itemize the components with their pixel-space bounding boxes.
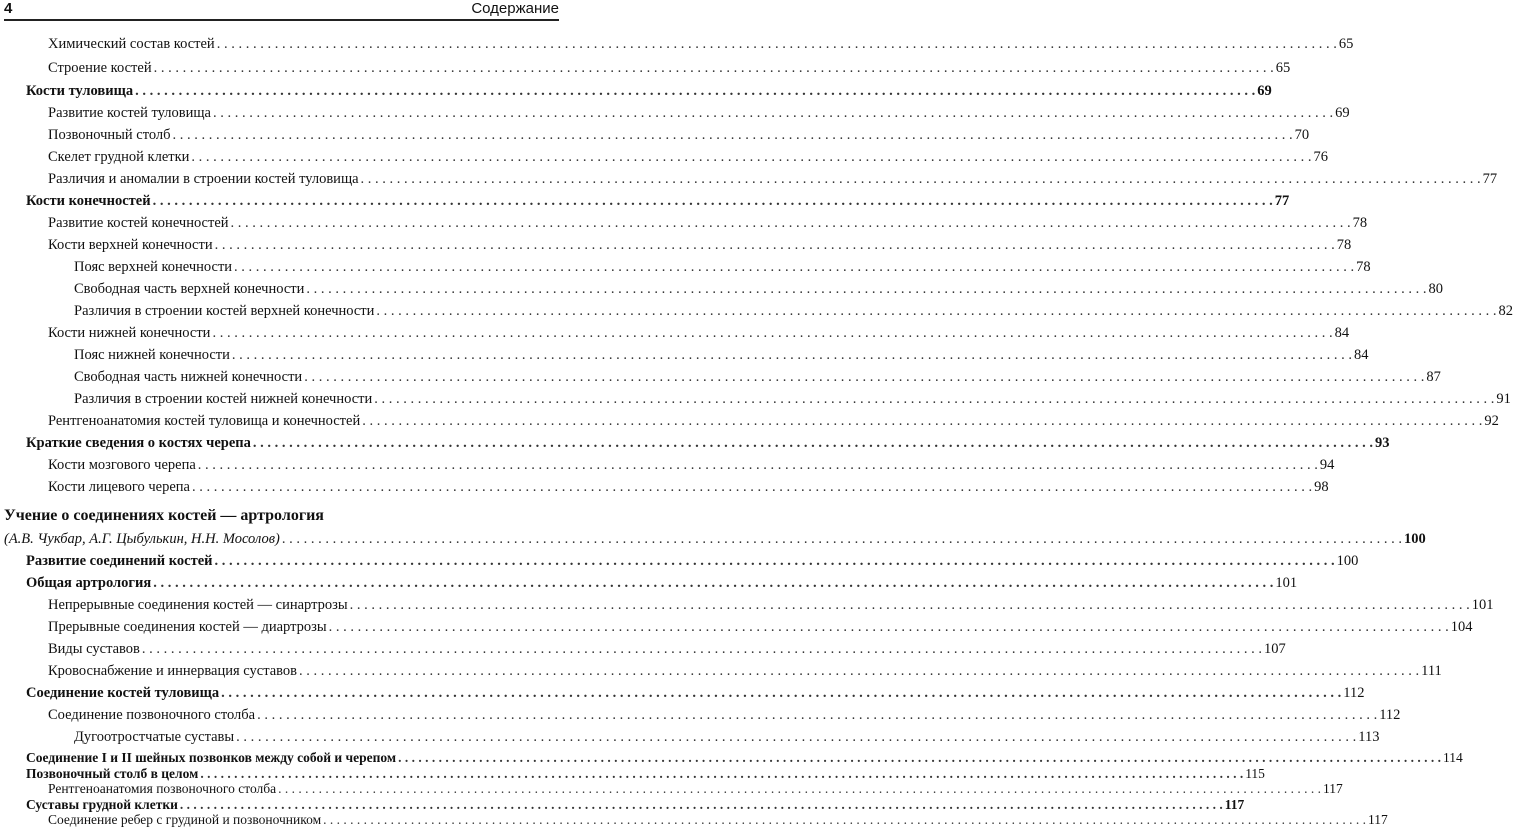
section-title: Учение о соединениях костей — артрология [4, 507, 324, 524]
toc-page-number: 84 [1334, 325, 1350, 341]
toc-entry[interactable]: Прерывные соединения костей — диартрозы . . . 104 [48, 616, 555, 638]
toc-entry[interactable]: Различия и аномалии в строении костей туловища . . . 77 [48, 168, 555, 190]
toc-entry[interactable]: Рентгеноанатомия позвоночного столба . . . 117 [48, 781, 555, 796]
toc-page-number: 115 [1245, 765, 1265, 781]
toc-page-number: 93 [1375, 435, 1390, 451]
toc-page-number: 112 [1379, 707, 1401, 723]
toc-page-number: 104 [1450, 619, 1473, 635]
toc-page-number: 78 [1336, 237, 1352, 253]
toc-entry[interactable]: Различия в строении костей верхней конечности . . . 82 [74, 300, 555, 322]
toc-entry[interactable]: Непрерывные соединения костей — синартрозы . . . 101 [48, 594, 555, 616]
toc-page-number: 69 [1257, 83, 1272, 99]
toc-entry-heading[interactable]: Общая артрология . . . 101 [26, 572, 555, 594]
toc-page-number: 111 [1421, 663, 1442, 679]
toc-page-number: 82 [1498, 303, 1513, 319]
toc-page-number: 87 [1426, 369, 1441, 385]
toc-entry[interactable]: Виды суставов . . . 107 [48, 638, 555, 660]
toc-page-number: 77 [1274, 193, 1290, 209]
section-page-number: 100 [1403, 531, 1426, 547]
toc-entry-heading[interactable]: Развитие соединений костей . . . 100 [26, 550, 555, 572]
toc-page-number: 98 [1314, 479, 1329, 495]
toc-page-number: 117 [1323, 781, 1343, 796]
toc-page-number: 84 [1354, 347, 1369, 363]
toc-page-number: 117 [1224, 796, 1245, 812]
toc-entry-heading[interactable]: Соединение I и II шейных позвонков между собой и черепом . . . 114 [26, 750, 555, 765]
toc-page-number: 101 [1275, 575, 1298, 591]
toc-entry[interactable]: Кровоснабжение и иннервация суставов . . . 111 [48, 660, 555, 682]
toc-entry[interactable]: Дугоотростчатые суставы . . . 113 [74, 726, 555, 748]
toc-entry-heading[interactable]: Позвоночный столб в целом . . . 115 [26, 766, 555, 781]
toc-page-number: 94 [1319, 457, 1335, 473]
toc-entry[interactable]: Кости мозгового черепа . . . 94 [48, 454, 555, 476]
toc-entry[interactable]: Свободная часть верхней конечности . . . 80 [74, 278, 555, 300]
toc-entry[interactable]: Пояс верхней конечности . . . 78 [74, 256, 555, 278]
toc-page-number: 112 [1343, 685, 1365, 701]
toc-page-number: 91 [1496, 391, 1511, 407]
toc-page-number: 65 [1275, 60, 1291, 76]
page-header [4, 0, 559, 20]
toc-entry[interactable]: Соединение позвоночного столба . . . 112 [48, 704, 555, 726]
toc-page-number: 70 [1294, 127, 1310, 143]
toc-entry[interactable]: Развитие костей конечностей . . . 78 [48, 212, 555, 234]
toc-page-number: 80 [1428, 281, 1443, 297]
toc-entry[interactable]: Развитие костей туловища . . . 69 [48, 102, 555, 124]
toc-entry[interactable]: Пояс нижней конечности . . . 84 [74, 344, 555, 366]
toc-entry[interactable]: Скелет грудной клетки . . . 76 [48, 146, 555, 168]
toc-entry[interactable]: Позвоночный столб . . . 70 [48, 124, 555, 146]
toc-entry[interactable]: Кости нижней конечности . . . 84 [48, 322, 555, 344]
toc-entry-heading[interactable]: Кости туловища . . . 69 [26, 80, 555, 102]
toc-page-number: 92 [1484, 413, 1499, 429]
header-rule [4, 19, 559, 21]
toc-page-number: 65 [1338, 36, 1354, 52]
toc-entry-heading[interactable]: Кости конечностей . . . 77 [26, 190, 555, 212]
toc-entry[interactable]: Свободная часть нижней конечности . . . 87 [74, 366, 555, 388]
toc-page-number: 78 [1356, 259, 1371, 275]
toc-page-number: 101 [1471, 597, 1494, 613]
toc-entry-heading[interactable]: Суставы грудной клетки . . . 117 [26, 797, 555, 812]
section-authors: (А.В. Чукбар, А.Г. Цыбулькин, Н.Н. Мосолов) [4, 531, 280, 547]
toc-page-number: 107 [1264, 641, 1286, 657]
toc-entry[interactable]: Рентгеноанатомия костей туловища и конечностей . . . 92 [48, 410, 555, 432]
toc-page-number: 113 [1358, 729, 1380, 745]
toc-entry[interactable]: Различия в строении костей нижней конечности . . . 91 [74, 388, 555, 410]
toc-page-number: 114 [1443, 750, 1463, 765]
toc-entry[interactable]: Кости лицевого черепа . . . 98 [48, 476, 555, 498]
toc-entry[interactable]: Соединение ребер с грудиной и позвоночником . . . 117 [48, 812, 555, 827]
toc-page-number: 77 [1482, 171, 1498, 187]
section-authors-line[interactable] [4, 528, 1426, 550]
toc-page-number: 69 [1335, 105, 1350, 121]
toc-entry-heading[interactable]: Соединение костей туловища . . . 112 [26, 682, 555, 704]
page-number: 4 [4, 0, 13, 17]
toc-entry[interactable]: Кости верхней конечности . . . 78 [48, 234, 555, 256]
toc-page-number: 117 [1368, 812, 1388, 827]
toc-page-number: 78 [1352, 215, 1368, 231]
toc-page-number: 76 [1313, 149, 1329, 165]
toc-entry[interactable]: Строение костей . . . 65 [48, 57, 555, 79]
toc-entry-heading[interactable]: Краткие сведения о костях черепа . . . 93 [26, 432, 555, 454]
toc-entry[interactable]: Химический состав костей . . . 65 [48, 33, 555, 55]
toc-page-number: 100 [1336, 553, 1359, 569]
running-title: Содержание [471, 0, 559, 17]
